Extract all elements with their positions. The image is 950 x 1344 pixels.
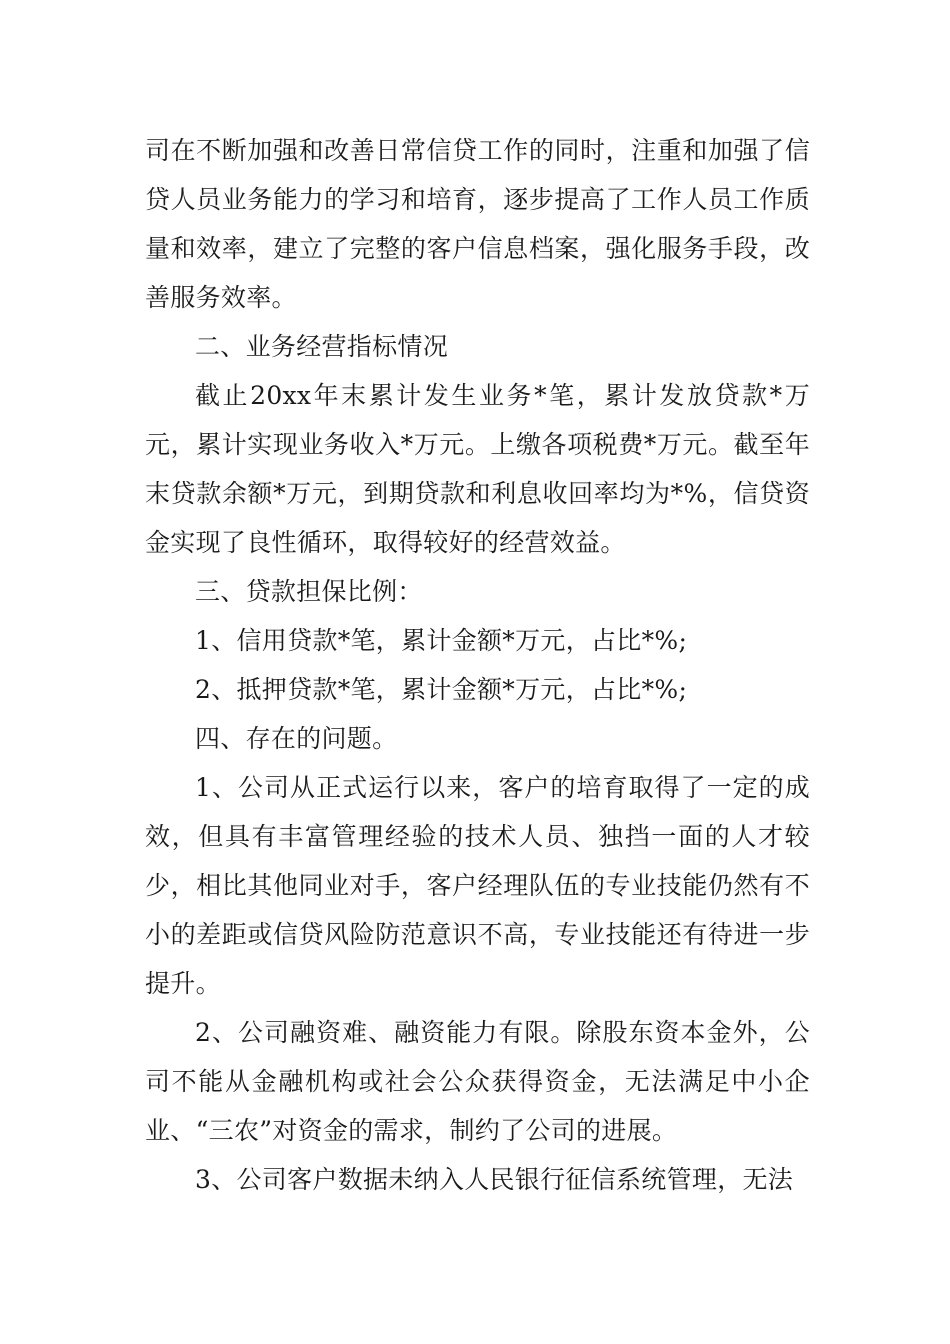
document-body [145, 126, 810, 1204]
list-item-credit-loan: 1、信用贷款*笔，累计金额*万元，占比*%; [195, 626, 688, 655]
section-heading-problems: 四、存在的问题。 [195, 724, 398, 753]
list-item-mortgage-loan: 2、抵押贷款*笔，累计金额*万元，占比*%; [195, 675, 688, 704]
paragraph-continuation: 司在不断加强和改善日常信贷工作的同时，注重和加强了信贷人员业务能力的学习和培育，逐步提高了工作人员工作质量和效率，建立了完整的客户信息档案，强化服务手段，改善服务效率。 [145, 136, 810, 312]
paragraph-business-summary: 截止20xx年末累计发生业务*笔，累计发放贷款*万元，累计实现业务收入*万元。上缴各项税费*万元。截至年末贷款余额*万元，到期贷款和利息收回率均为*%，信贷资金实现了良性循环，取得较好的经营效益。 [145, 381, 810, 557]
paragraph-problem-1: 1、公司从正式运行以来，客户的培育取得了一定的成效，但具有丰富管理经验的技术人员、独挡一面的人才较少，相比其他同业对手，客户经理队伍的专业技能仍然有不小的差距或信贷风险防范意识不高，专业技能还有待进一步提升。 [145, 773, 810, 998]
paragraph-problem-2: 2、公司融资难、融资能力有限。除股东资本金外，公司不能从金融机构或社会公众获得资金，无法满足中小企业、“三农”对资金的需求，制约了公司的进展。 [145, 1018, 810, 1145]
section-heading-business-indicators: 二、业务经营指标情况 [195, 332, 449, 361]
section-heading-loan-guarantee: 三、贷款担保比例： [195, 577, 423, 606]
paragraph-problem-3: 3、公司客户数据未纳入人民银行征信系统管理，无法 [195, 1165, 794, 1194]
